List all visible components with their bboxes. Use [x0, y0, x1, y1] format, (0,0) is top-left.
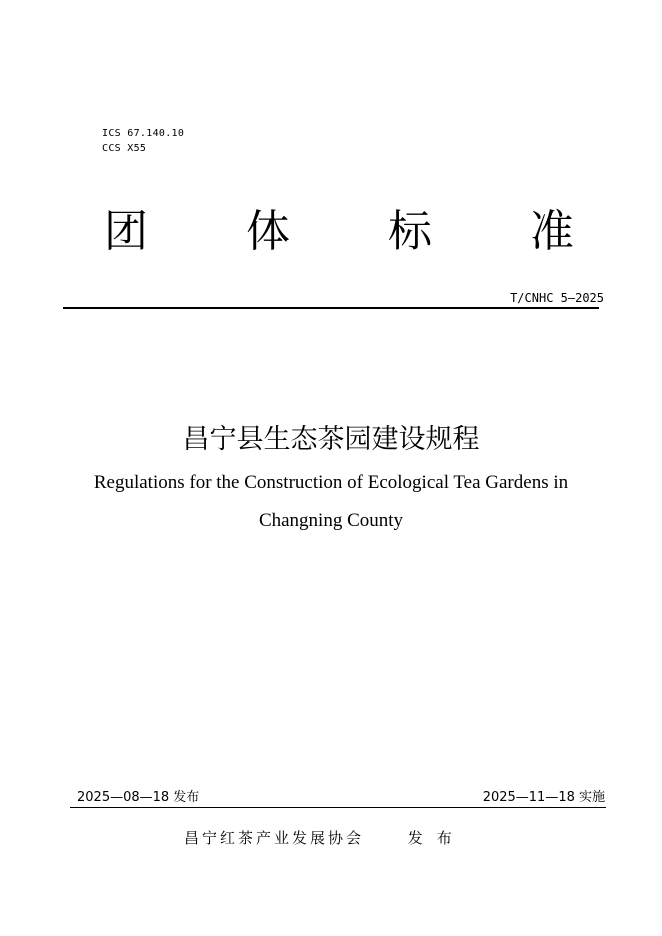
- standard-type-char-3: 标: [388, 206, 432, 257]
- footer-divider: [70, 807, 606, 808]
- issue-date: 2025—08—18 发布: [77, 790, 200, 805]
- standard-type-heading: [104, 202, 574, 262]
- standard-type-char-4: 准: [530, 206, 574, 257]
- standard-type-char-2: 体: [246, 206, 290, 257]
- publisher-organization: 昌宁红茶产业发展协会: [184, 829, 365, 847]
- title-english-line-1: Regulations for the Construction of Ecological Tea Gardens in: [93, 472, 569, 493]
- title-english-line-2: Changning County: [258, 510, 404, 531]
- header-divider: [63, 307, 599, 309]
- classification-codes: [102, 126, 184, 156]
- publisher-line: [184, 828, 466, 848]
- publisher-verb: 发布: [407, 829, 466, 847]
- standard-type-char-1: 团: [104, 206, 148, 257]
- implementation-date: 2025—11—18 实施: [482, 790, 605, 805]
- standard-number: T/CNHC 5—2025: [510, 291, 604, 305]
- ccs-code: CCS X55: [102, 143, 147, 154]
- ics-code: ICS 67.140.10: [102, 128, 185, 139]
- title-english: [0, 464, 662, 540]
- title-chinese: 昌宁县生态茶园建设规程: [182, 424, 480, 455]
- date-row: [77, 789, 605, 807]
